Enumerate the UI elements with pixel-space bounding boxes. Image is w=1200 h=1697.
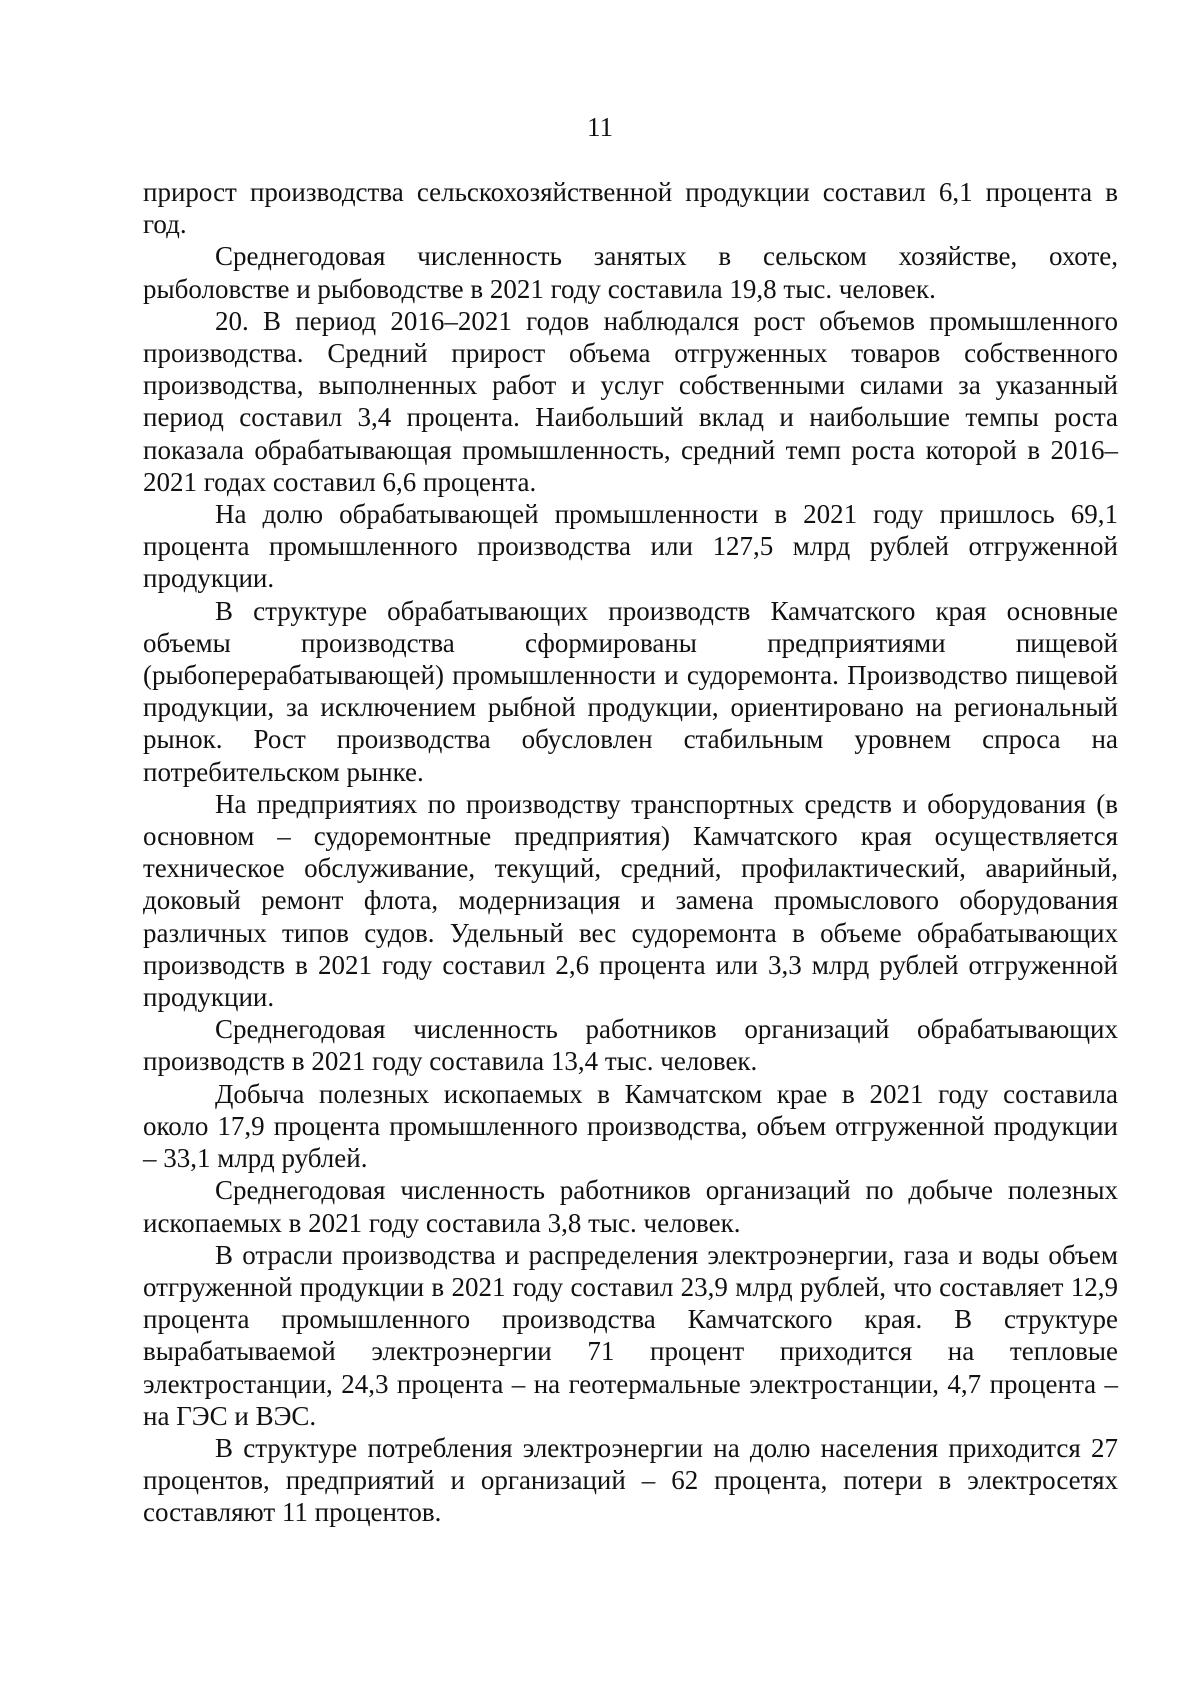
paragraph-agriculture-employment: Среднегодовая численность занятых в сельском хозяйстве, охоте, рыболовстве и рыбоводстве в 2021 году составила 19,8 тыс. человек.: [143, 241, 1118, 304]
paragraph-energy-consumption: В структуре потребления электроэнергии на долю населения приходится 27 процентов, предприятий и организаций – 62 процента, потери в электросетях составляют 11 процентов.: [143, 1432, 1118, 1528]
paragraph-ship-repair: На предприятиях по производству транспортных средств и оборудования (в основном – судоремонтные предприятия) Камчатского края осуществляется техническое обслуживание, текущий, средний, профилактический, аварийный, доковый ремонт флота, модернизация и замена промыслового оборудования различных типов судов. Удельный вес судоремонта в объеме обрабатывающих производств в 2021 году составил 2,6 процента или 3,3 млрд рублей отгруженной продукции.: [143, 788, 1118, 1013]
page-number: 11: [587, 112, 613, 142]
paragraph-manufacturing-share: На долю обрабатывающей промышленности в 2021 году пришлось 69,1 процента промышленного производства или 127,5 млрд рублей отгруженной продукции.: [143, 499, 1118, 594]
paragraph-continuation: прирост производства сельскохозяйственной продукции составил 6,1 процента в год.: [143, 177, 1118, 240]
document-body: [143, 176, 1118, 1529]
paragraph-mining: Добыча полезных ископаемых в Камчатском крае в 2021 году составила около 17,9 процента промышленного производства, объем отгруженной продукции – 33,1 млрд рублей.: [143, 1078, 1118, 1174]
paragraph-manufacturing-structure: В структуре обрабатывающих производств Камчатского края основные объемы производства сформированы предприятиями пищевой (рыбоперерабатывающей) промышленности и судоремонта. Производство пищевой продукции, за исключением рыбной продукции, ориентировано на региональный рынок. Рост производства обусловлен стабильным уровнем спроса на потребительском рынке.: [143, 595, 1118, 787]
paragraph-mining-employment: Среднегодовая численность работников организаций по добыче полезных ископаемых в 2021 году составила 3,8 тыс. человек.: [143, 1175, 1118, 1238]
paragraph-item-20-industrial-growth: 20. В период 2016–2021 годов наблюдался рост объемов промышленного производства. Средний прирост объема отгруженных товаров собственного производства, выполненных работ и услуг собственными силами за указанный период составил 3,4 процента. Наибольший вклад и наибольшие темпы роста показала обрабатывающая промышленность, средний темп роста которой в 2016–2021 годах составил 6,6 процента.: [143, 305, 1118, 497]
paragraph-energy-production: В отрасли производства и распределения электроэнергии, газа и воды объем отгруженной продукции в 2021 году составил 23,9 млрд рублей, что составляет 12,9 процента промышленного производства Камчатского края. В структуре вырабатываемой электроэнергии 71 процент приходится на тепловые электростанции, 24,3 процента – на геотермальные электростанции, 4,7 процента – на ГЭС и ВЭС.: [143, 1239, 1118, 1431]
paragraph-manufacturing-employment: Среднегодовая численность работников организаций обрабатывающих производств в 2021 году составила 13,4 тыс. человек.: [143, 1014, 1118, 1077]
